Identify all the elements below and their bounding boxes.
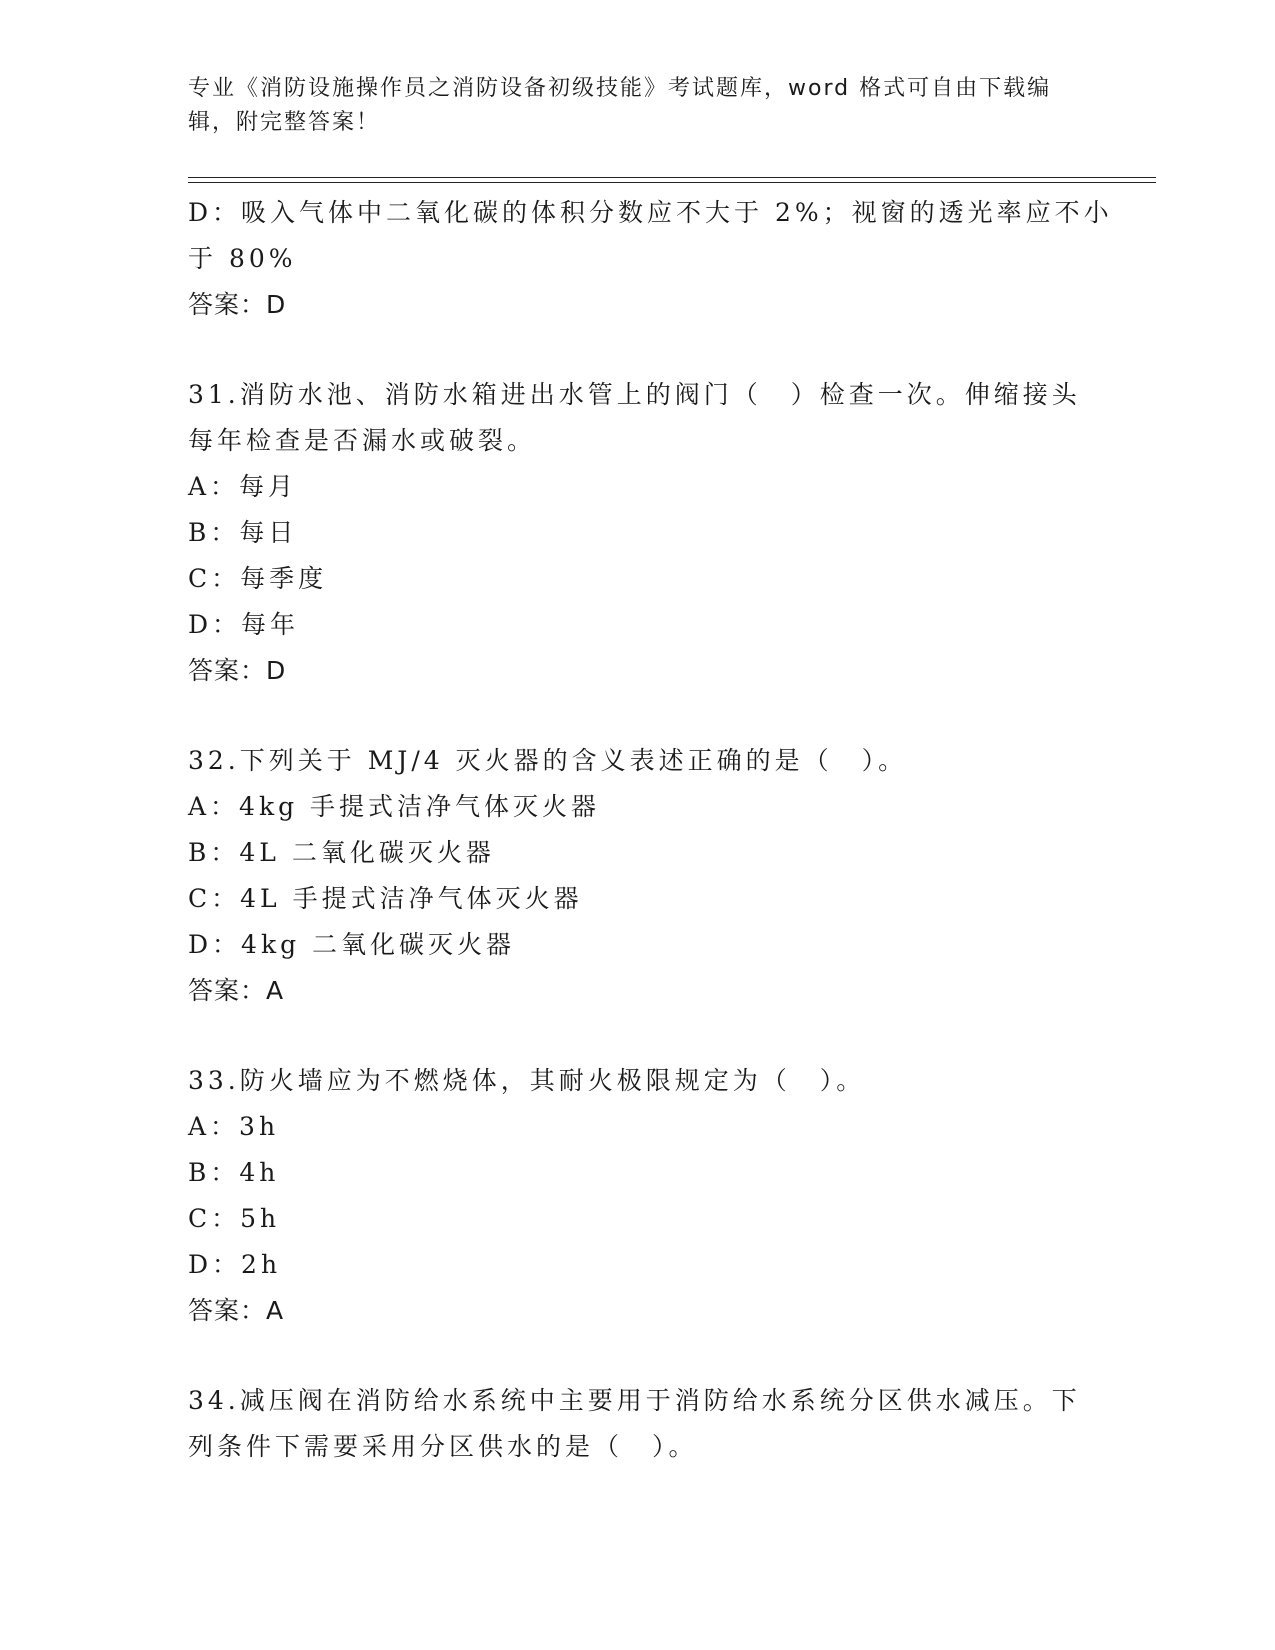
option-c: C：5h bbox=[188, 1204, 281, 1233]
question-content bbox=[188, 190, 1113, 1470]
spacer bbox=[188, 328, 1088, 372]
previous-question-tail bbox=[188, 190, 1113, 328]
option-a: A：3h bbox=[188, 1112, 280, 1141]
spacer bbox=[188, 1334, 1088, 1378]
question-stem: 33.防火墙应为不燃烧体，其耐火极限规定为（ ）。 bbox=[188, 1066, 866, 1095]
header-divider-bottom bbox=[188, 182, 1156, 183]
question-32 bbox=[188, 738, 1088, 1014]
option-c: C：每季度 bbox=[188, 564, 328, 593]
header-line-2: 辑，附完整答案！ bbox=[188, 110, 381, 135]
spacer bbox=[188, 1014, 1088, 1058]
question-stem-continued: 列条件下需要采用分区供水的是（ ）。 bbox=[188, 1432, 698, 1461]
option-c: C：4L 手提式洁净气体灭火器 bbox=[188, 884, 583, 913]
option-d: D：2h bbox=[188, 1250, 282, 1279]
option-b: B：4L 二氧化碳灭火器 bbox=[188, 838, 495, 867]
question-stem: 32.下列关于 MJ/4 灭火器的含义表述正确的是（ ）。 bbox=[188, 746, 908, 775]
answer-line: 答案：A bbox=[188, 1296, 285, 1325]
question-33 bbox=[188, 1058, 1088, 1334]
header-line-1: 专业《消防设施操作员之消防设备初级技能》考试题库，word 格式可自由下载编 bbox=[188, 76, 1052, 101]
question-34 bbox=[188, 1378, 1088, 1470]
question-31 bbox=[188, 372, 1088, 694]
option-d: D：4kg 二氧化碳灭火器 bbox=[188, 930, 516, 959]
option-b: B：每日 bbox=[188, 518, 298, 547]
question-stem: 34.减压阀在消防给水系统中主要用于消防给水系统分区供水减压。下 bbox=[188, 1386, 1081, 1415]
option-d: D：每年 bbox=[188, 610, 300, 639]
option-a: A：每月 bbox=[188, 472, 298, 501]
header-divider-top bbox=[188, 177, 1156, 178]
question-stem: 31.消防水池、消防水箱进出水管上的阀门（ ）检查一次。伸缩接头 bbox=[188, 380, 1081, 409]
answer-line: 答案：A bbox=[188, 976, 285, 1005]
option-a: A：4kg 手提式洁净气体灭火器 bbox=[188, 792, 601, 821]
option-d-continued: 于 80% bbox=[188, 244, 297, 273]
answer-line: 答案：D bbox=[188, 290, 287, 319]
option-d: D：吸入气体中二氧化碳的体积分数应不大于 2%；视窗的透光率应不小 bbox=[188, 198, 1113, 227]
spacer bbox=[188, 694, 1088, 738]
question-stem-continued: 每年检查是否漏水或破裂。 bbox=[188, 426, 537, 455]
option-b: B：4h bbox=[188, 1158, 280, 1187]
document-header bbox=[188, 72, 1068, 140]
answer-line: 答案：D bbox=[188, 656, 287, 685]
